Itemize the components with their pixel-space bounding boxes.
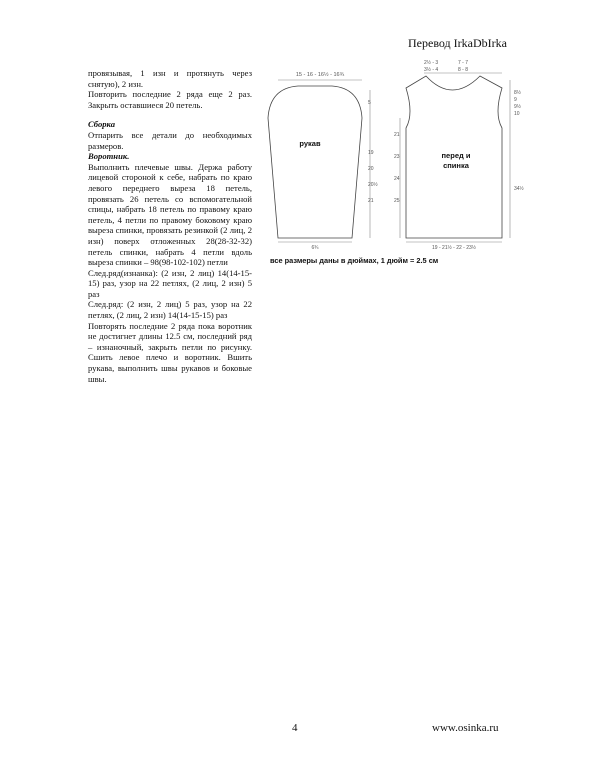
sleeve-top-width: 15 - 16 - 16½ - 16¾	[295, 72, 345, 78]
paragraph: След.ряд(изнанка): (2 изн, 2 лиц) 14(14-15-15) раз, узор на 22 петлях, (2 лиц, 2 изн) 5 раз	[88, 267, 252, 299]
body-right-dim: 9	[514, 97, 517, 103]
paragraph: Повторять последние 2 ряда пока воротник не достигнет длины 12.5 см, последний ряд – изнаночный, закрыть петли по рисунку. Сшить левое плечо и воротник. Вшить рукава, выполнить швы рукавов и боковые швы.	[88, 320, 252, 384]
sleeve-dim: 19	[368, 150, 374, 156]
neck-dim: 3½ - 4	[424, 67, 439, 73]
neck-dim: 7 - 7	[458, 60, 469, 66]
sleeve-dim: 20½	[368, 182, 378, 188]
subsection-title: Воротник.	[88, 151, 130, 162]
body-right-dim: 34½	[514, 186, 524, 192]
instruction-text	[88, 68, 252, 384]
footer-url[interactable]: www.osinka.ru	[432, 722, 499, 734]
text-line: провязывая, 1 изн и протянуть через снятую), 2 изн.	[88, 68, 252, 89]
schematic-diagram	[258, 58, 558, 258]
paragraph: Выполнить плечевые швы. Держа работу лицевой стороной к себе, набрать по краю левого переднего выреза 18 петель, провязать 26 петель со вспомогательной спицы, набрать 18 петель по правому краю петель, 4 петли по правому боковому краю выреза спинки, провязать резинкой (2 лиц, 2 изн) поверх отложенных 28(28-32-32) петель спинки, набрать 4 петли вдоль выреза спинки – 98(98-102-102) петли	[88, 161, 252, 268]
neck-dim: 8 - 8	[458, 67, 469, 73]
sleeve-dim: 5	[368, 100, 371, 106]
body-schematic	[394, 59, 525, 251]
section-title: Сборка	[88, 119, 115, 130]
body-right-dim: 9½	[514, 104, 521, 110]
body-left-dim: 23	[394, 154, 400, 160]
sleeve-dim: 21	[368, 198, 374, 204]
body-label: перед и	[441, 151, 471, 160]
sleeve-dim: 20	[368, 166, 374, 172]
body-right-dim: 10	[514, 111, 520, 117]
text-line: Повторить последние 2 ряда еще 2 раз. Закрыть оставшиеся 20 петель.	[88, 89, 252, 110]
size-note: все размеры даны в дюймах, 1 дюйм = 2.5 см	[270, 256, 439, 265]
page-header-title: Перевод IrkaDbIrka	[408, 36, 507, 50]
body-right-dim: 8½	[514, 90, 521, 96]
sleeve-label: рукав	[299, 139, 321, 148]
sleeve-schematic	[268, 71, 379, 251]
sleeve-bottom-width: 6¾	[311, 245, 319, 251]
body-left-dim: 21	[394, 132, 400, 138]
neck-dim: 2½ - 3	[424, 60, 439, 66]
body-bottom-width: 19 - 21½ - 22 - 23½	[432, 245, 476, 251]
sleeve-outline	[268, 86, 362, 238]
body-label: спинка	[443, 161, 469, 170]
body-left-dim: 25	[394, 198, 400, 204]
body-left-dim: 24	[394, 176, 400, 182]
section-intro: Отпарить все детали до необходимых размеров.	[88, 129, 252, 151]
page-number: 4	[292, 722, 298, 734]
paragraph: След.ряд: (2 изн, 2 лиц) 5 раз, узор на 22 петлях, (2 лиц, 2 изн) 14(14-15-15) раз	[88, 299, 252, 321]
